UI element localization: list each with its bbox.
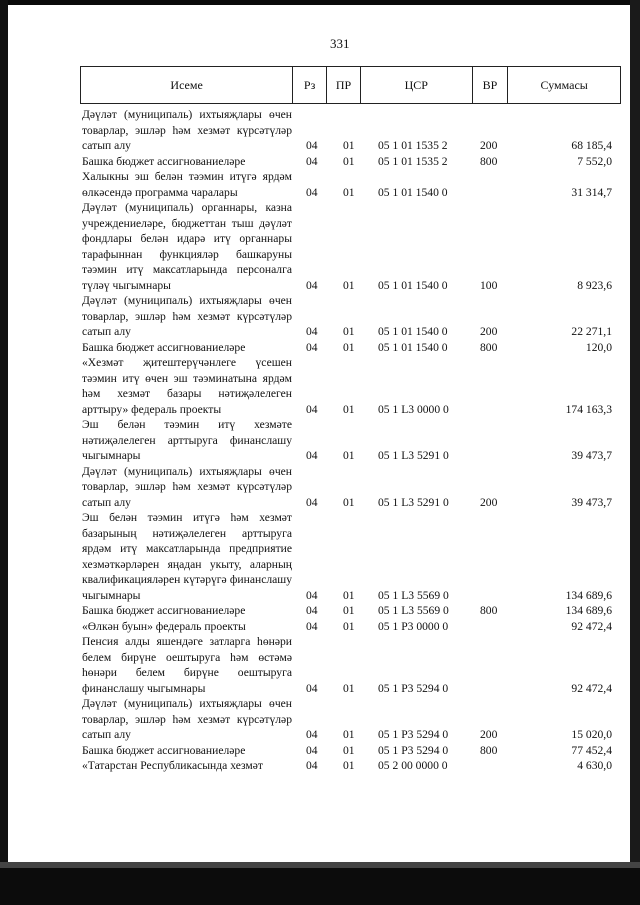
table-row <box>82 154 612 170</box>
row-csr: 05 1 01 1540 0 <box>378 340 448 354</box>
row-rz: 04 <box>306 619 318 633</box>
header-csr: ЦСР <box>361 67 473 103</box>
row-sum: 77 452,4 <box>571 743 612 757</box>
row-rz: 04 <box>306 759 318 772</box>
table-header <box>80 66 621 104</box>
row-sum: 7 552,0 <box>577 154 612 168</box>
row-rz: 04 <box>306 743 318 757</box>
row-name: Эш белән тәэмин итү хезмәте нәтиҗәлелеген арттыруга финанслашу чыгымнары <box>82 418 292 462</box>
row-rz: 04 <box>306 402 318 416</box>
row-rz: 04 <box>306 588 318 602</box>
row-rz: 04 <box>306 278 318 292</box>
table-row <box>82 619 612 635</box>
row-pr: 01 <box>343 402 355 416</box>
row-rz: 04 <box>306 340 318 354</box>
row-vr: 200 <box>480 728 498 741</box>
row-pr: 01 <box>343 759 355 772</box>
table-row <box>82 200 612 293</box>
row-vr: 800 <box>480 154 498 168</box>
row-vr: 200 <box>480 139 498 152</box>
row-sum: 134 689,6 <box>565 588 612 602</box>
table-row <box>82 603 612 619</box>
row-csr: 05 1 01 1540 0 <box>378 185 448 199</box>
header-pr: ПР <box>327 67 361 103</box>
row-rz: 04 <box>306 154 318 168</box>
row-name: Башка бюджет ассигнованиеләре <box>82 743 246 757</box>
scan-top-edge <box>0 0 640 5</box>
table-row <box>82 743 612 759</box>
row-sum: 8 923,6 <box>577 278 612 292</box>
row-name: Пенсия алды яшендәге затларга һөнәри белем бирүне оештыруга һәм өстәмә һөнәри белем бирүне оештыруга финанслашу чыгымнары <box>82 635 292 695</box>
table-row <box>82 355 612 417</box>
table-row <box>82 634 612 696</box>
row-sum: 174 163,3 <box>565 402 612 416</box>
row-pr: 01 <box>343 619 355 633</box>
row-pr: 01 <box>343 278 355 292</box>
row-name: Дәүләт (муниципаль) ихтыяҗлары өчен товарлар, эшләр һәм хезмәт күрсәтүләр сатып алу <box>82 294 292 338</box>
table-row <box>82 696 612 743</box>
row-name: Халыкны эш белән тәэмин итүгә ярдәм өлкәсендә программа чаралары <box>82 170 292 199</box>
row-sum: 39 473,7 <box>571 449 612 462</box>
row-name: Дәүләт (муниципаль) ихтыяҗлары өчен товарлар, эшләр һәм хезмәт күрсәтүләр сатып алу <box>82 697 292 741</box>
row-vr: 100 <box>480 278 498 292</box>
row-sum: 4 630,0 <box>577 759 612 772</box>
row-name: «Татарстан Республикасында хезмәт <box>82 759 263 772</box>
row-vr: 800 <box>480 743 498 757</box>
row-csr: 05 1 01 1535 2 <box>378 139 448 152</box>
row-name: Дәүләт (муниципаль) органнары, казна учреждениеләре, бюджеттан тыш дәүләт фондлары белән идарә итү органнары тарафыннан функцияләр башкаруны тәэмин итү максатларында персоналга түләү чыгымнары <box>82 201 292 292</box>
row-rz: 04 <box>306 495 318 509</box>
row-csr: 05 1 01 1540 0 <box>378 278 448 292</box>
row-pr: 01 <box>343 728 355 741</box>
row-name: «Өлкән буын» федераль проекты <box>82 619 246 633</box>
row-rz: 04 <box>306 681 318 695</box>
row-csr: 05 2 00 0000 0 <box>378 759 448 772</box>
row-csr: 05 1 L3 5569 0 <box>378 604 449 617</box>
table-row <box>82 464 612 511</box>
row-name: Башка бюджет ассигнованиеләре <box>82 154 246 168</box>
row-sum: 120,0 <box>585 340 612 354</box>
row-vr: 200 <box>480 325 498 338</box>
row-vr: 800 <box>480 340 498 354</box>
row-name: Дәүләт (муниципаль) ихтыяҗлары өчен товарлар, эшләр һәм хезмәт күрсәтүләр сатып алу <box>82 108 292 152</box>
table-row <box>82 510 612 603</box>
row-sum: 39 473,7 <box>571 495 612 509</box>
row-csr: 05 1 L3 5291 0 <box>378 449 449 462</box>
table-row <box>82 758 612 774</box>
row-name: Башка бюджет ассигнованиеләре <box>82 604 246 617</box>
row-sum: 31 314,7 <box>571 185 612 199</box>
row-csr: 05 1 P3 0000 0 <box>378 619 449 633</box>
row-csr: 05 1 01 1540 0 <box>378 325 448 338</box>
row-pr: 01 <box>343 449 355 462</box>
row-pr: 01 <box>343 154 355 168</box>
row-sum: 22 271,1 <box>571 325 612 338</box>
row-pr: 01 <box>343 185 355 199</box>
row-pr: 01 <box>343 340 355 354</box>
row-sum: 92 472,4 <box>571 681 612 695</box>
table-row <box>82 340 612 356</box>
row-pr: 01 <box>343 681 355 695</box>
row-vr: 200 <box>480 495 498 509</box>
row-pr: 01 <box>343 495 355 509</box>
row-pr: 01 <box>343 588 355 602</box>
row-rz: 04 <box>306 728 318 741</box>
row-rz: 04 <box>306 185 318 199</box>
row-sum: 134 689,6 <box>565 604 612 617</box>
row-csr: 05 1 P3 5294 0 <box>378 681 449 695</box>
row-rz: 04 <box>306 139 318 152</box>
header-name: Исеме <box>81 67 293 103</box>
row-rz: 04 <box>306 449 318 462</box>
row-sum: 15 020,0 <box>571 728 612 741</box>
table-row <box>82 169 612 200</box>
row-pr: 01 <box>343 139 355 152</box>
row-pr: 01 <box>343 604 355 617</box>
table-body <box>82 107 612 774</box>
table-row <box>82 293 612 340</box>
row-rz: 04 <box>306 325 318 338</box>
row-csr: 05 1 P3 5294 0 <box>378 743 449 757</box>
scan-right-edge <box>630 0 640 880</box>
row-name: Башка бюджет ассигнованиеләре <box>82 340 246 354</box>
row-csr: 05 1 01 1535 2 <box>378 154 448 168</box>
header-rz: Рз <box>293 67 327 103</box>
header-sum: Суммасы <box>540 77 588 92</box>
row-name: «Хезмәт җитештерүчәнлеге үсешен тәэмин итү өчен эш тәэминатына ярдәм һәм хезмәт базары нәтиҗәлелеген арттыру» федераль проекты <box>82 356 292 416</box>
table-row <box>82 417 612 464</box>
row-pr: 01 <box>343 743 355 757</box>
row-vr: 800 <box>480 604 498 617</box>
header-vr: ВР <box>473 67 509 103</box>
row-sum: 92 472,4 <box>571 619 612 633</box>
row-name: Дәүләт (муниципаль) ихтыяҗлары өчен товарлар, эшләр һәм хезмәт күрсәтүләр сатып алу <box>82 464 292 509</box>
row-pr: 01 <box>343 325 355 338</box>
row-csr: 05 1 L3 0000 0 <box>378 402 449 416</box>
row-csr: 05 1 L3 5291 0 <box>378 495 449 509</box>
row-rz: 04 <box>306 604 318 617</box>
row-sum: 68 185,4 <box>571 139 612 152</box>
row-csr: 05 1 P3 5294 0 <box>378 728 449 741</box>
scan-left-edge <box>0 0 8 880</box>
page-number: 331 <box>330 36 350 51</box>
row-name: Эш белән тәэмин итүгә һәм хезмәт базарының нәтиҗәлелеген арттыруга ярдәм итү максатларында предприятие хезмәткәрләрен яңадан укыту, аларның квалификацияләрен күтәрүгә финанслашу чыгымнары <box>82 511 292 602</box>
row-csr: 05 1 L3 5569 0 <box>378 588 449 602</box>
scan-bottom-edge <box>0 868 640 905</box>
table-row <box>82 107 612 154</box>
